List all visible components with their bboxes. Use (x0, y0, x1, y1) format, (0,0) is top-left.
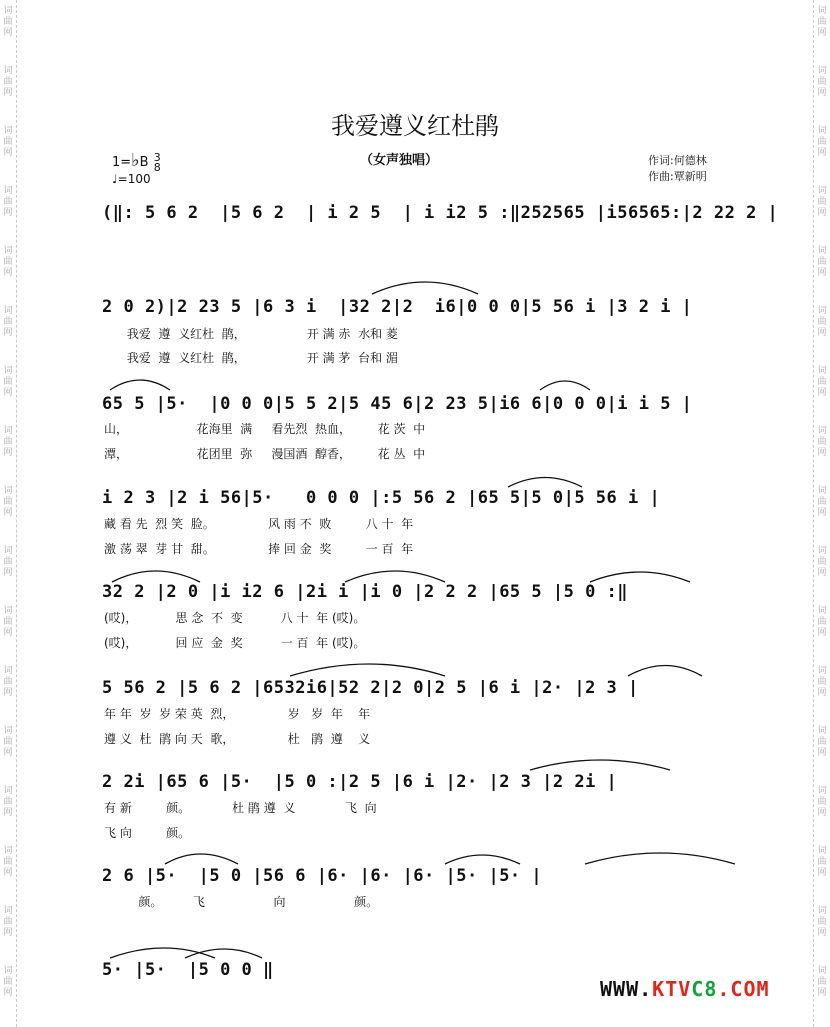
left-watermark-strip (0, 0, 17, 1027)
watermark-text: 词曲网 (3, 306, 13, 338)
composer-credit: 作曲:覃新明 (648, 170, 707, 183)
watermark-text: 词曲网 (817, 246, 827, 278)
right-watermark-strip (813, 0, 830, 1027)
lyric-line-8a: 颜。 飞 向 颜。 (104, 895, 379, 909)
tempo-marking: ♩=100 (112, 172, 151, 186)
footer-part: .COM (717, 977, 770, 1001)
notation-line-6: 5 56 2 |5 6 2 |6532i6|52 2|2 0|2 5 |6 i |2· |2 3 | (102, 678, 639, 698)
watermark-text: 词曲网 (3, 486, 13, 518)
slur (530, 760, 670, 770)
song-title: 我爱遵义红杜鹃 (331, 112, 499, 140)
notation-line-7: 2 2i |65 6 |5· |5 0 :|2 5 |6 i |2· |2 3 |2 2i | (102, 772, 618, 792)
slur (165, 854, 238, 864)
footer-part: WWW. (600, 977, 653, 1001)
footer-part: C8 (691, 977, 718, 1001)
watermark-text: 词曲网 (3, 846, 13, 878)
watermark-text: 词曲网 (817, 306, 827, 338)
watermark-text: 词曲网 (817, 786, 827, 818)
slur (540, 381, 590, 390)
notation-line-3: 65 5 |5· |0 0 0|5 5 2|5 45 6|2 23 5|i6 6|0 0 0|i i 5 | (102, 394, 693, 414)
watermark-text: 词曲网 (3, 966, 13, 998)
notation-line-1: (‖: 5 6 2 |5 6 2 | i 2 5 | i i2 5 :‖252565 |i56565:|2 22 2 | (102, 203, 779, 223)
watermark-text: 词曲网 (817, 846, 827, 878)
time-bottom: 8 (153, 160, 161, 174)
time-signature (153, 150, 161, 174)
watermark-text: 词曲网 (817, 726, 827, 758)
lyric-line-7a: 有 新 颜。 杜 鹃 遵 义 飞 向 (104, 801, 377, 815)
lyric-line-2b: 我爱 遵 义红杜 鹃， 开 满 茅 台和 湄 (104, 351, 398, 365)
watermark-text: 词曲网 (817, 126, 827, 158)
watermark-text: 词曲网 (3, 906, 13, 938)
lyric-line-3a: 山， 花海里 满 看先烈 热血， 花 茨 中 (104, 422, 426, 436)
lyric-line-5b: (哎)， 回 应 金 奖 一 百 年 (哎)。 (104, 636, 366, 650)
watermark-text: 词曲网 (3, 606, 13, 638)
notation-line-4: i 2 3 |2 i 56|5· 0 0 0 |:5 56 2 |65 5|5 0|5 56 i | (102, 488, 661, 508)
notation-line-8: 2 6 |5· |5 0 |56 6 |6· |6· |6· |5· |5· | (102, 866, 543, 886)
lyric-line-4a: 藏 看 先 烈 笑 脸。 风 雨 不 败 八 十 年 (104, 517, 414, 531)
key-signature (112, 150, 161, 173)
key-prefix: 1= (112, 155, 132, 170)
watermark-text: 词曲网 (3, 366, 13, 398)
slur (110, 380, 170, 390)
slur (372, 282, 478, 294)
watermark-text: 词曲网 (3, 546, 13, 578)
notation-line-5: 32 2 |2 0 |i i2 6 |2i i |i 0 |2 2 2 |65 5 |5 0 :‖ (102, 582, 629, 602)
slur (585, 853, 735, 864)
performance-type: （女声独唱） (360, 153, 439, 168)
lyric-line-5a: (哎)， 思 念 不 变 八 十 年 (哎)。 (104, 611, 366, 625)
watermark-text: 词曲网 (817, 66, 827, 98)
site-footer (600, 977, 770, 1001)
lyric-line-2a: 我爱 遵 义红杜 鹃， 开 满 赤 水和 菱 (104, 327, 398, 341)
watermark-text: 词曲网 (3, 666, 13, 698)
watermark-text: 词曲网 (817, 606, 827, 638)
flat-sign: ♭ (131, 150, 140, 171)
slur (628, 666, 702, 677)
watermark-text: 词曲网 (3, 66, 13, 98)
watermark-text: 词曲网 (817, 366, 827, 398)
key-note: B (139, 155, 149, 170)
lyric-line-6b: 遵 义 杜 鹃 向 天 歌， 杜 鹃 遵 义 (104, 732, 371, 746)
watermark-text: 词曲网 (817, 426, 827, 458)
lyricist-credit: 作词:何德林 (648, 154, 707, 167)
watermark-text: 词曲网 (3, 186, 13, 218)
slur (508, 478, 582, 488)
watermark-text: 词曲网 (817, 486, 827, 518)
watermark-text: 词曲网 (3, 6, 13, 38)
slur (112, 571, 200, 582)
watermark-text: 词曲网 (817, 666, 827, 698)
watermark-text: 词曲网 (3, 246, 13, 278)
slur (110, 948, 215, 958)
lyric-line-3b: 潭， 花团里 弥 漫国酒 醇香， 花 丛 中 (104, 447, 426, 461)
slur (290, 664, 445, 676)
watermark-text: 词曲网 (3, 786, 13, 818)
notation-line-2: 2 0 2)|2 23 5 |6 3 i |32 2|2 i6|0 0 0|5 56 i |3 2 i | (102, 297, 693, 317)
time-top: 3 (153, 150, 161, 164)
slur (345, 571, 445, 582)
watermark-text: 词曲网 (3, 726, 13, 758)
watermark-text: 词曲网 (817, 186, 827, 218)
watermark-text: 词曲网 (3, 126, 13, 158)
slur (590, 572, 690, 582)
watermark-text: 词曲网 (817, 966, 827, 998)
lyric-line-4b: 激 荡 翠 芽 甘 甜。 捧 回 金 奖 一 百 年 (104, 542, 414, 556)
slur (445, 855, 520, 864)
lyric-line-6a: 年 年 岁 岁 荣 英 烈， 岁 岁 年 年 (104, 707, 371, 721)
footer-part: KTV (652, 977, 692, 1001)
watermark-text: 词曲网 (817, 546, 827, 578)
lyric-line-7b: 飞 向 颜。 (104, 826, 191, 840)
slur (185, 949, 262, 958)
watermark-text: 词曲网 (3, 426, 13, 458)
notation-line-9: 5· |5· |5 0 0 ‖ (102, 960, 274, 980)
watermark-text: 词曲网 (817, 906, 827, 938)
watermark-text: 词曲网 (817, 6, 827, 38)
